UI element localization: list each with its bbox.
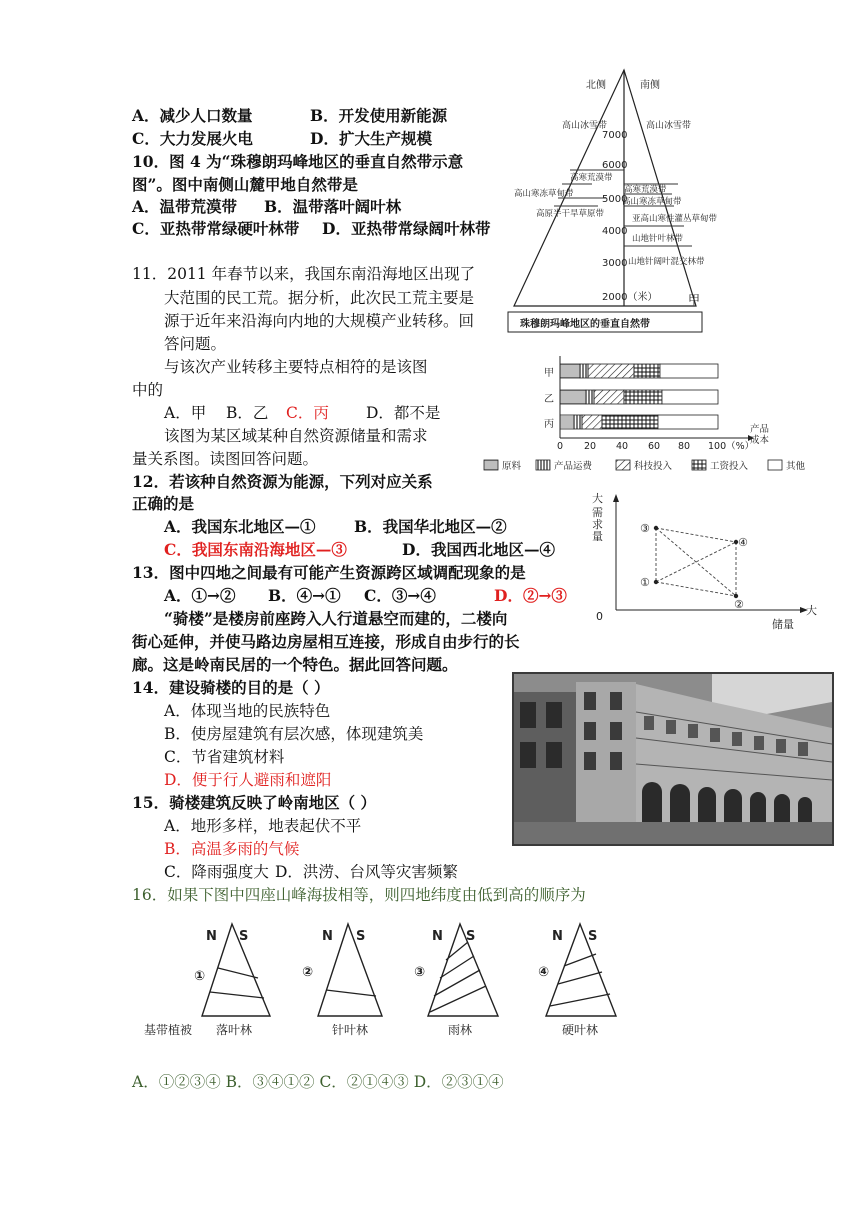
bar-tick-40: 40 [616,441,629,452]
q15-option-d: D．洪涝、台风等灾害频繁 [275,863,458,881]
legend-tech: 科技投入 [634,461,673,472]
bar-yi-raw [560,390,586,404]
m1-num: ① [194,969,206,984]
q12-intro-line1: 该图为某区域某种自然资源储量和需求 [164,427,428,445]
everest-vertical-zone-diagram [506,66,718,334]
m2-n: N [322,929,333,944]
bar-jia-other [660,364,718,378]
scatter-point-3: ③ [640,522,650,535]
bar-bing-tech [582,415,602,429]
bar-jia-wages [634,364,660,378]
m4-n: N [552,929,563,944]
scatter-y-char3: 量 [592,530,603,543]
everest-north-zone3: 高山寒冻草甸带 [514,189,574,199]
m4-s: S [588,929,598,944]
q15-option-a: A．地形多样，地表起伏不平 [164,817,362,835]
q14-option-a: A．体现当地的民族特色 [164,702,331,720]
q11-line5: 与该次产业转移主要特点相符的是该图 [164,358,428,376]
four-mountains-diagram [136,920,636,1042]
bar-bing-wages [602,415,658,429]
bar-row-label-bing: 丙 [544,419,554,430]
qilou-intro-line3: 廊。这是岭南民居的一个特色。据此回答问题。 [132,655,458,674]
legend-raw: 原料 [502,461,522,472]
m4-base: 硬叶林 [562,1023,599,1037]
m4-num: ④ [538,965,550,980]
q11-line2: 大范围的民工荒。据分析，此次民工荒主要是 [164,289,475,307]
everest-north-label: 北侧 [586,80,606,91]
q11-line3: 源于近年来沿海向内地的大规模产业转移。回 [164,312,475,330]
qilou-intro-line1: “骑楼”是楼房前座跨入人行道悬空而建的，二楼向 [164,609,508,628]
scatter-point-4: ④ [738,536,748,549]
bar-jia-freight [580,364,588,378]
q16-options: A．①②③④ B．③④①② C．②①④③ D．②③①④ [132,1073,504,1091]
m2-num: ② [302,965,314,980]
everest-south-zone4: 亚高山寒性灌丛草甸带 [632,214,718,224]
q13-option-c: C．③→④ [364,586,436,605]
bar-row-label-yi: 乙 [544,394,554,405]
bar-bing-freight [574,415,582,429]
scatter-y-big: 大 [592,492,603,505]
scatter-point-2: ② [734,598,744,611]
everest-south-zone6: 山地针阔叶混交林带 [628,257,705,267]
scatter-origin: 0 [596,610,603,623]
everest-elev-2000: 2000（米） [602,292,658,303]
everest-caption: 珠穆朗玛峰地区的垂直自然带 [520,319,650,330]
legend-other: 其他 [786,461,806,472]
everest-jia-label: 甲 [688,293,701,307]
q12-option-b: B．我国华北地区—② [354,517,507,536]
everest-south-zone3: 高山寒冻草甸带 [622,197,682,207]
q14-stem: 14．建设骑楼的目的是（ ） [132,678,330,697]
m3-s: S [466,929,476,944]
q11-option-c: C．丙 [286,404,329,422]
qilou-photo [512,672,834,846]
bar-axis-label-2: 成本 [750,435,770,446]
q14-option-c: C．节省建筑材料 [164,748,285,766]
everest-elev-6000: 6000 [602,160,628,171]
bar-tick-60: 60 [648,441,661,452]
q10-option-a: A．温带荒漠带 [132,197,238,216]
everest-elev-4000: 4000 [602,226,628,237]
m3-base: 雨林 [448,1023,473,1037]
q12-option-c: C．我国东南沿海地区—③ [164,540,347,559]
reserve-demand-scatter [588,490,820,634]
everest-south-zone2: 高寒荒漠带 [624,185,667,195]
everest-south-zone1: 高山冰雪带 [646,121,692,131]
everest-north-zone1: 高山冰雪带 [562,121,608,131]
everest-north-zone4: 高原半干旱草原带 [536,209,605,219]
scatter-x-label: 储量 [772,618,794,631]
q15-stem: 15．骑楼建筑反映了岭南地区（ ） [132,793,376,812]
q9-option-c: C．大力发展火电 [132,129,253,148]
scatter-y-char2: 求 [592,518,603,531]
legend-freight: 产品运费 [554,461,593,472]
q14-option-b: B．使房屋建筑有层次感，体现建筑美 [164,725,424,743]
q9-option-b: B．开发使用新能源 [310,106,448,125]
everest-triangle [514,70,696,306]
m3-n: N [432,929,443,944]
bar-jia-raw [560,364,580,378]
q11-option-b: B．乙 [226,404,269,422]
q13-option-d: D．②→③ [494,586,567,605]
q10-option-b: B．温带落叶阔叶林 [264,197,402,216]
q15-option-b: B．高温多雨的气候 [164,840,300,858]
q10-option-c: C．亚热带常绿硬叶林带 [132,219,300,238]
m3-num: ③ [414,965,426,980]
q9-option-d: D．扩大生产规模 [310,129,432,148]
everest-south-label: 南侧 [640,80,660,91]
q11-option-d: D．都不是 [366,404,441,422]
everest-north-zone2: 高寒荒漠带 [570,173,613,183]
scatter-y-char1: 需 [592,506,603,519]
q11-line1: 11．2011 年春节以来，我国东南沿海地区出现了 [132,265,476,283]
q12-intro-line2: 量关系图。读图回答问题。 [132,450,319,468]
bar-yi-tech [594,390,624,404]
q12-stem-line2: 正确的是 [132,494,195,513]
q13-stem: 13．图中四地之间最有可能产生资源跨区域调配现象的是 [132,563,526,582]
bar-tick-20: 20 [584,441,597,452]
q13-option-a: A．①→② [164,586,236,605]
m1-base: 落叶林 [216,1023,253,1037]
q10-option-d: D．亚热带常绿阔叶林带 [322,219,491,238]
mountain-base-label: 基带植被 [144,1023,193,1037]
q11-line6: 中的 [132,381,164,399]
scatter-x-big: 大 [806,604,817,617]
bar-axis-label-1: 产品 [750,424,770,435]
q9-option-a: A．减少人口数量 [132,106,253,125]
q10-stem-line1: 10．图 4 为“珠穆朗玛峰地区的垂直自然带示意 [132,152,464,171]
bar-tick-100: 100（%） [708,441,755,452]
q10-stem-line2: 图”。图中南侧山麓甲地自然带是 [132,175,358,194]
scatter-point-1: ① [640,576,650,589]
m2-s: S [356,929,366,944]
q16-stem: 16．如果下图中四座山峰海拔相等，则四地纬度由低到高的顺序为 [132,886,586,904]
q11-option-a: A．甲 [164,404,207,422]
bar-yi-other [662,390,718,404]
everest-south-zone5: 山地针叶林带 [632,234,684,244]
legend-wages: 工资投入 [710,461,749,472]
bar-row-label-jia: 甲 [544,368,554,379]
m2-base: 针叶林 [332,1023,369,1037]
bar-tick-0: 0 [557,441,564,452]
q11-line4: 答问题。 [164,335,227,353]
q12-stem-line1: 12．若该种自然资源为能源，下列对应关系 [132,472,433,491]
q15-option-c: C．降雨强度大 [164,863,269,881]
bar-jia-tech [588,364,634,378]
bar-tick-80: 80 [678,441,691,452]
everest-elev-7000: 7000 [602,130,628,141]
bar-bing-raw [560,415,574,429]
m1-s: S [239,929,249,944]
bar-bing-other [658,415,718,429]
bar-yi-freight [586,390,594,404]
q12-option-a: A．我国东北地区—① [164,517,316,536]
everest-elev-3000: 3000 [602,258,628,269]
q13-option-b: B．④→① [268,586,341,605]
q12-option-d: D．我国西北地区—④ [402,540,555,559]
bar-yi-wages [624,390,662,404]
m1-n: N [206,929,217,944]
qilou-intro-line2: 街心延伸，并使马路边房屋相互连接，形成自由步行的长 [132,632,520,651]
everest-elev-5000: 5000 [602,194,628,205]
q14-option-d: D．便于行人避雨和遮阳 [164,771,332,789]
cost-structure-bar-chart [480,350,820,480]
